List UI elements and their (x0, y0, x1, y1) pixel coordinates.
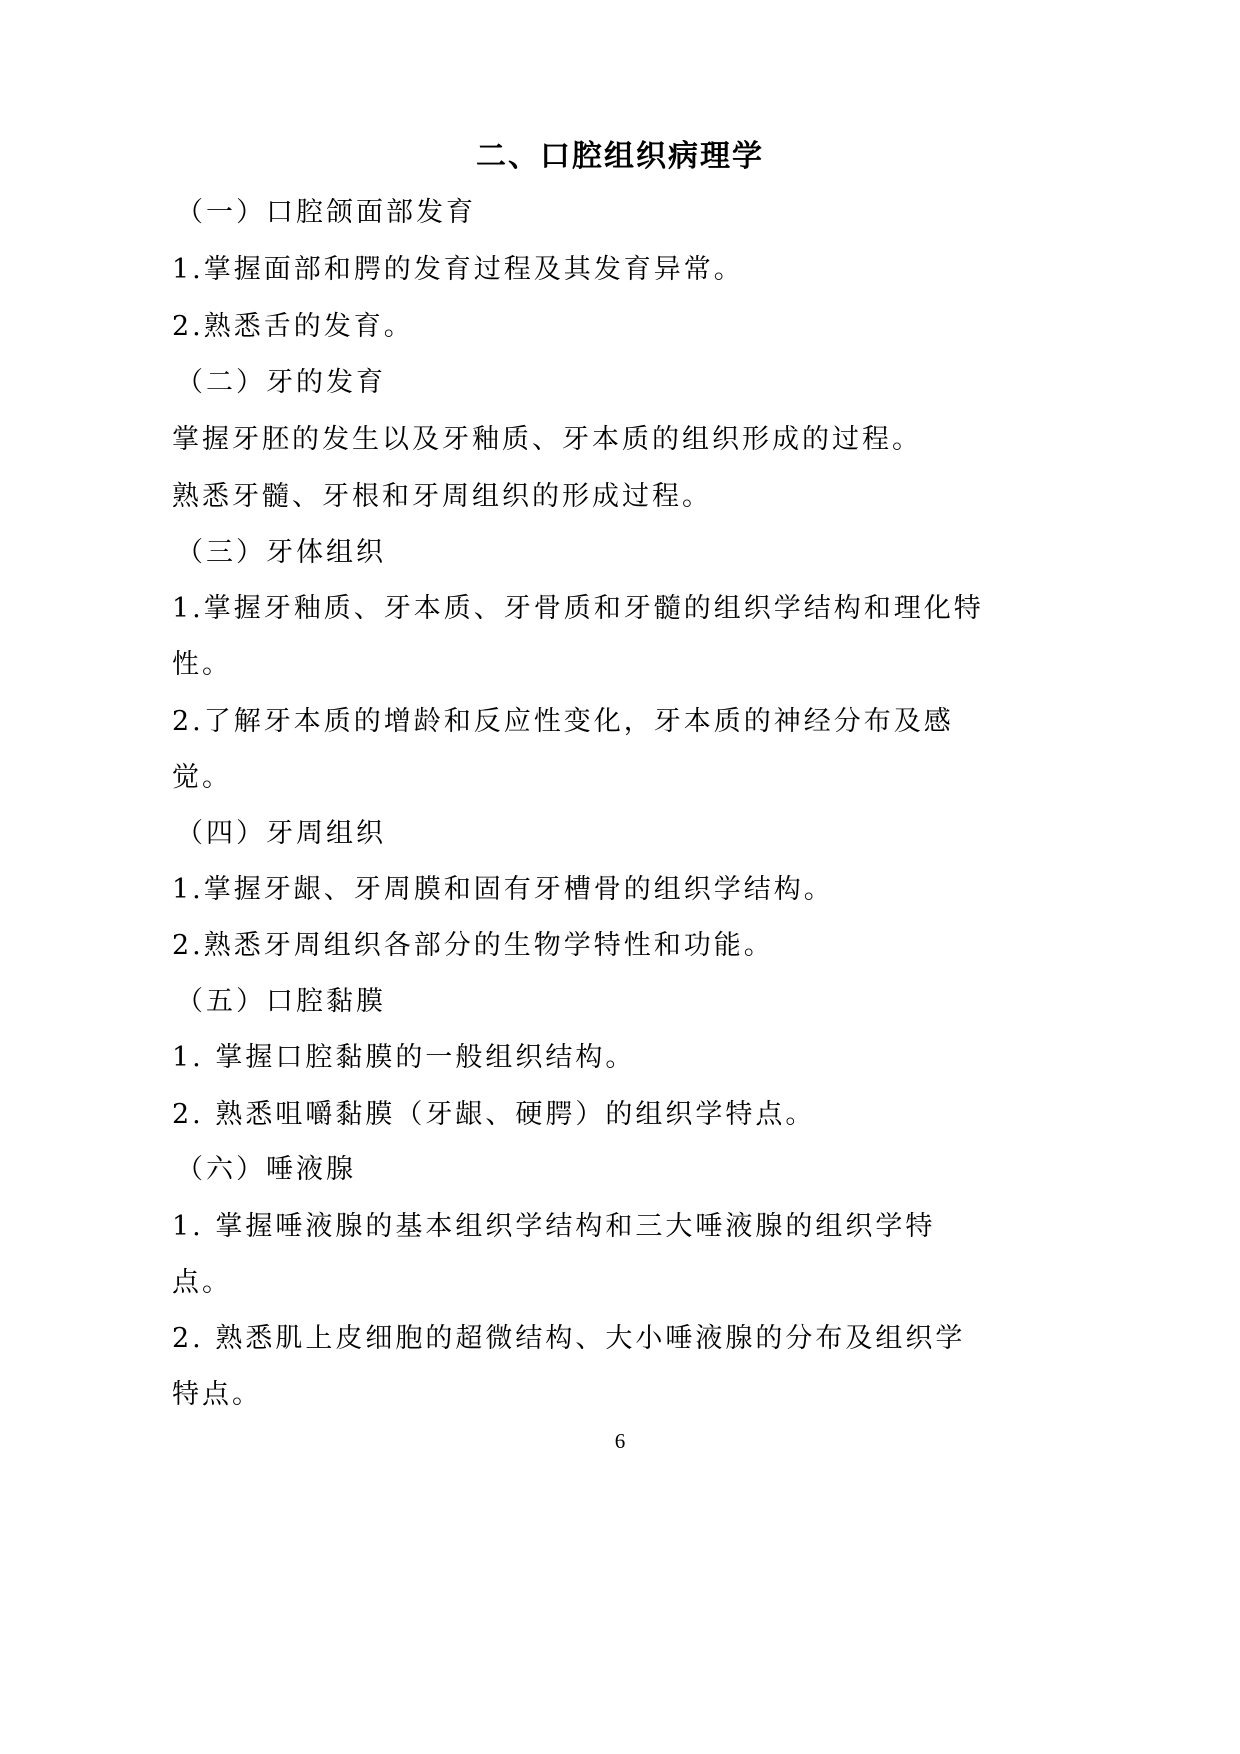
section-3-line-1: 1.掌握牙釉质、牙本质、牙骨质和牙髓的组织学结构和理化特 (172, 593, 984, 624)
section-heading-1: （一）口腔颌面部发育 (176, 197, 476, 228)
section-5-line-2: 2. 熟悉咀嚼黏膜（牙龈、硬腭）的组织学特点。 (172, 1099, 816, 1130)
section-3-line-3: 2.了解牙本质的增龄和反应性变化，牙本质的神经分布及感 (172, 706, 954, 737)
section-heading-3: （三）牙体组织 (176, 537, 386, 568)
section-5-line-1: 1. 掌握口腔黏膜的一般组织结构。 (172, 1042, 636, 1073)
section-2-line-2: 熟悉牙髓、牙根和牙周组织的形成过程。 (172, 481, 712, 512)
page-title: 二、口腔组织病理学 (476, 139, 764, 174)
section-1-line-1: 1.掌握面部和腭的发育过程及其发育异常。 (172, 254, 744, 285)
section-4-line-1: 1.掌握牙龈、牙周膜和固有牙槽骨的组织学结构。 (172, 874, 834, 905)
section-heading-2: （二）牙的发育 (176, 367, 386, 398)
section-3-line-4: 觉。 (172, 762, 232, 793)
section-6-line-3: 2. 熟悉肌上皮细胞的超微结构、大小唾液腺的分布及组织学 (172, 1323, 966, 1354)
section-3-line-2: 性。 (172, 649, 232, 680)
section-2-line-1: 掌握牙胚的发生以及牙釉质、牙本质的组织形成的过程。 (172, 424, 922, 455)
section-1-line-2: 2.熟悉舌的发育。 (172, 311, 414, 342)
section-4-line-2: 2.熟悉牙周组织各部分的生物学特性和功能。 (172, 930, 774, 961)
section-6-line-2: 点。 (172, 1267, 232, 1298)
section-heading-4: （四）牙周组织 (176, 818, 386, 849)
section-6-line-1: 1. 掌握唾液腺的基本组织学结构和三大唾液腺的组织学特 (172, 1211, 936, 1242)
page-number: 6 (614, 1429, 626, 1453)
section-6-line-4: 特点。 (172, 1379, 262, 1410)
section-heading-6: （六）唾液腺 (176, 1154, 356, 1185)
section-heading-5: （五）口腔黏膜 (176, 986, 386, 1017)
